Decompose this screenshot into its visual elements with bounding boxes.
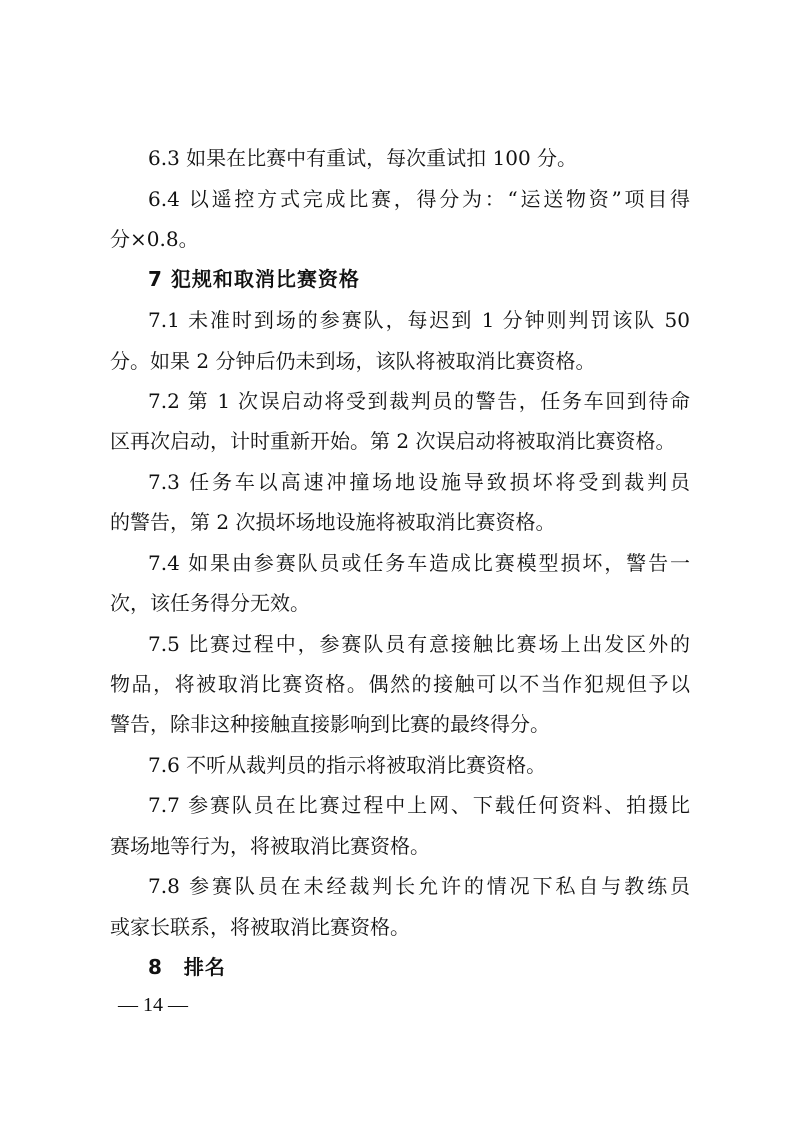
paragraph-6-4-line-1: 6.4 以遥控方式完成比赛，得分为：“运送物资”项目得 xyxy=(148,187,690,211)
paragraph-7-5-line-2: 物品，将被取消比赛资格。偶然的接触可以不当作犯规但予以 xyxy=(110,672,690,696)
paragraph-7-8-line-2: 或家长联系，将被取消比赛资格。 xyxy=(110,915,410,939)
paragraph-7-6-line-1: 7.6 不听从裁判员的指示将被取消比赛资格。 xyxy=(148,753,547,777)
paragraph-7-7-line-2: 赛场地等行为，将被取消比赛资格。 xyxy=(110,834,430,858)
paragraph-7-5-line-1: 7.5 比赛过程中，参赛队员有意接触比赛场上出发区外的 xyxy=(148,632,690,656)
paragraph-7-2-line-1: 7.2 第 1 次误启动将受到裁判员的警告，任务车回到待命 xyxy=(148,389,690,413)
paragraph-7-1-line-1: 7.1 未准时到场的参赛队，每迟到 1 分钟则判罚该队 50 xyxy=(148,308,690,332)
paragraph-7-2-line-2: 区再次启动，计时重新开始。第 2 次误启动将被取消比赛资格。 xyxy=(110,429,676,453)
paragraph-7-4-line-1: 7.4 如果由参赛队员或任务车造成比赛模型损坏，警告一 xyxy=(148,551,690,575)
paragraph-7-4-line-2: 次，该任务得分无效。 xyxy=(110,591,310,615)
paragraph-7-7-line-1: 7.7 参赛队员在比赛过程中上网、下载任何资料、拍摄比 xyxy=(148,793,690,817)
paragraph-7-3-line-2: 的警告，第 2 次损坏场地设施将被取消比赛资格。 xyxy=(110,510,556,534)
section-heading-7: 7 犯规和取消比赛资格 xyxy=(148,267,360,291)
section-heading-8: 8 排名 xyxy=(148,955,226,979)
paragraph-6-3-line-1: 6.3 如果在比赛中有重试，每次重试扣 100 分。 xyxy=(148,146,578,170)
paragraph-7-1-line-2: 分。如果 2 分钟后仍未到场，该队将被取消比赛资格。 xyxy=(110,349,596,373)
paragraph-6-4-line-2: 分×0.8。 xyxy=(110,227,199,251)
page-number: — 14 — xyxy=(118,994,188,1016)
paragraph-7-3-line-1: 7.3 任务车以高速冲撞场地设施导致损坏将受到裁判员 xyxy=(148,470,690,494)
paragraph-7-5-line-3: 警告，除非这种接触直接影响到比赛的最终得分。 xyxy=(110,712,550,736)
paragraph-7-8-line-1: 7.8 参赛队员在未经裁判长允许的情况下私自与教练员 xyxy=(148,874,690,898)
